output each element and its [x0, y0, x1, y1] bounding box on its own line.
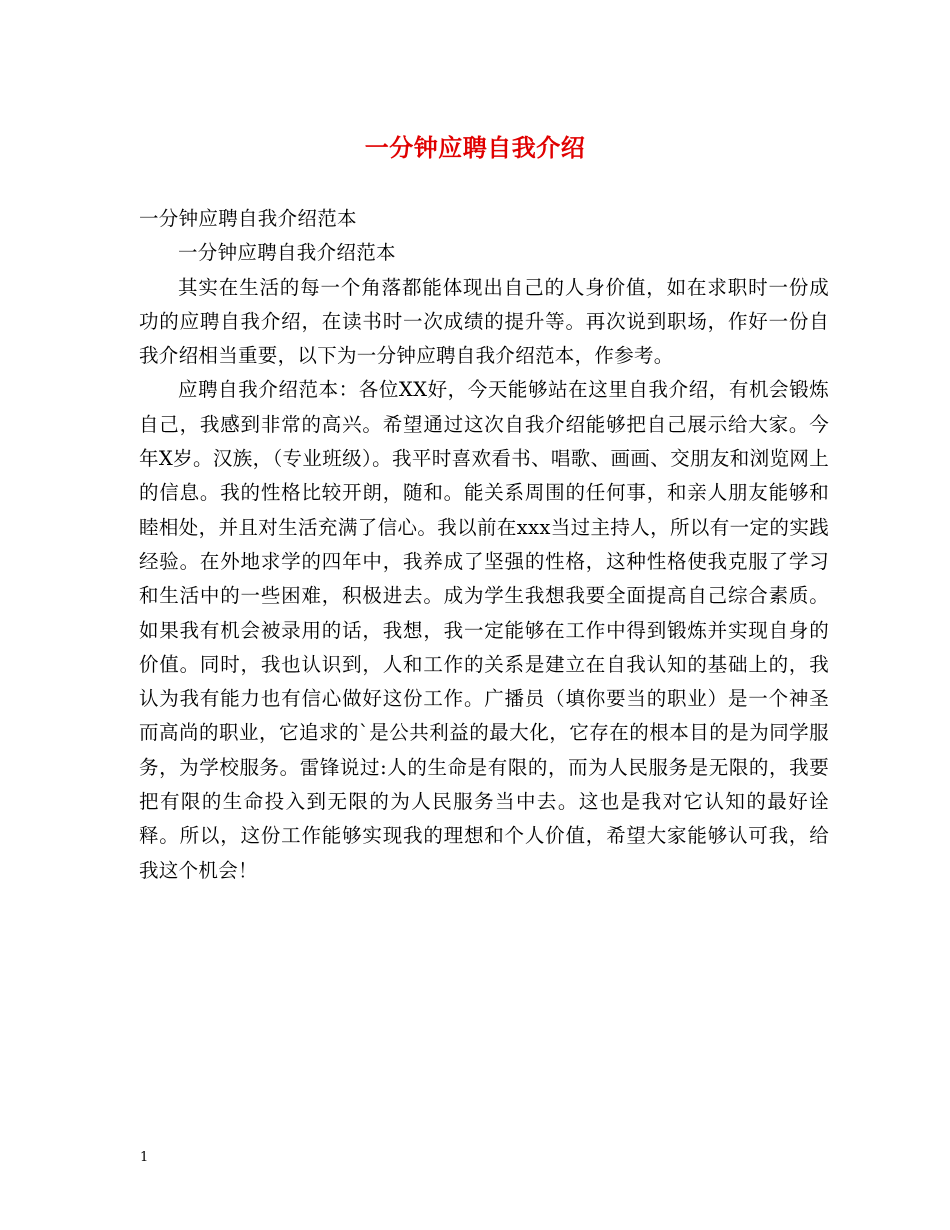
paragraph-heading: 一分钟应聘自我介绍范本	[139, 207, 357, 230]
document-body	[139, 202, 829, 888]
paragraph-intro: 其实在生活的每一个角落都能体现出自己的人身价值，如在求职时一份成功的应聘自我介绍，在读书时一次成绩的提升等。再次说到职场，作好一份自我介绍相当重要，以下为一分钟应聘自我介绍范本，作参考。	[139, 275, 829, 368]
paragraph-sample: 应聘自我介绍范本：各位XX好，今天能够站在这里自我介绍，有机会锻炼自己，我感到非常的高兴。希望通过这次自我介绍能够把自己展示给大家。今年X岁。汉族，（专业班级）。我平时喜欢看书、唱歌、画画、交朋友和浏览网上的信息。我的性格比较开朗，随和。能关系周围的任何事，和亲人朋友能够和睦相处，并且对生活充满了信心。我以前在xxx当过主持人，所以有一定的实践经验。在外地求学的四年中，我养成了坚强的性格，这种性格使我克服了学习和生活中的一些困难，积极进去。成为学生我想我要全面提高自己综合素质。如果我有机会被录用的话，我想，我一定能够在工作中得到锻炼并实现自身的价值。同时，我也认识到，人和工作的关系是建立在自我认知的基础上的，我认为我有能力也有信心做好这份工作。广播员（填你要当的职业）是一个神圣而高尚的职业，它追求的`是公共利益的最大化，它存在的根本目的是为同学服务，为学校服务。雷锋说过:人的生命是有限的，而为人民服务是无限的，我要把有限的生命投入到无限的为人民服务当中去。这也是我对它认知的最好诠释。所以，这份工作能够实现我的理想和个人价值，希望大家能够认可我，给我这个机会！	[139, 378, 829, 882]
page-number: 1	[140, 1150, 149, 1165]
page-title: 一分钟应聘自我介绍	[364, 133, 586, 162]
paragraph-subheading: 一分钟应聘自我介绍范本	[178, 241, 396, 265]
